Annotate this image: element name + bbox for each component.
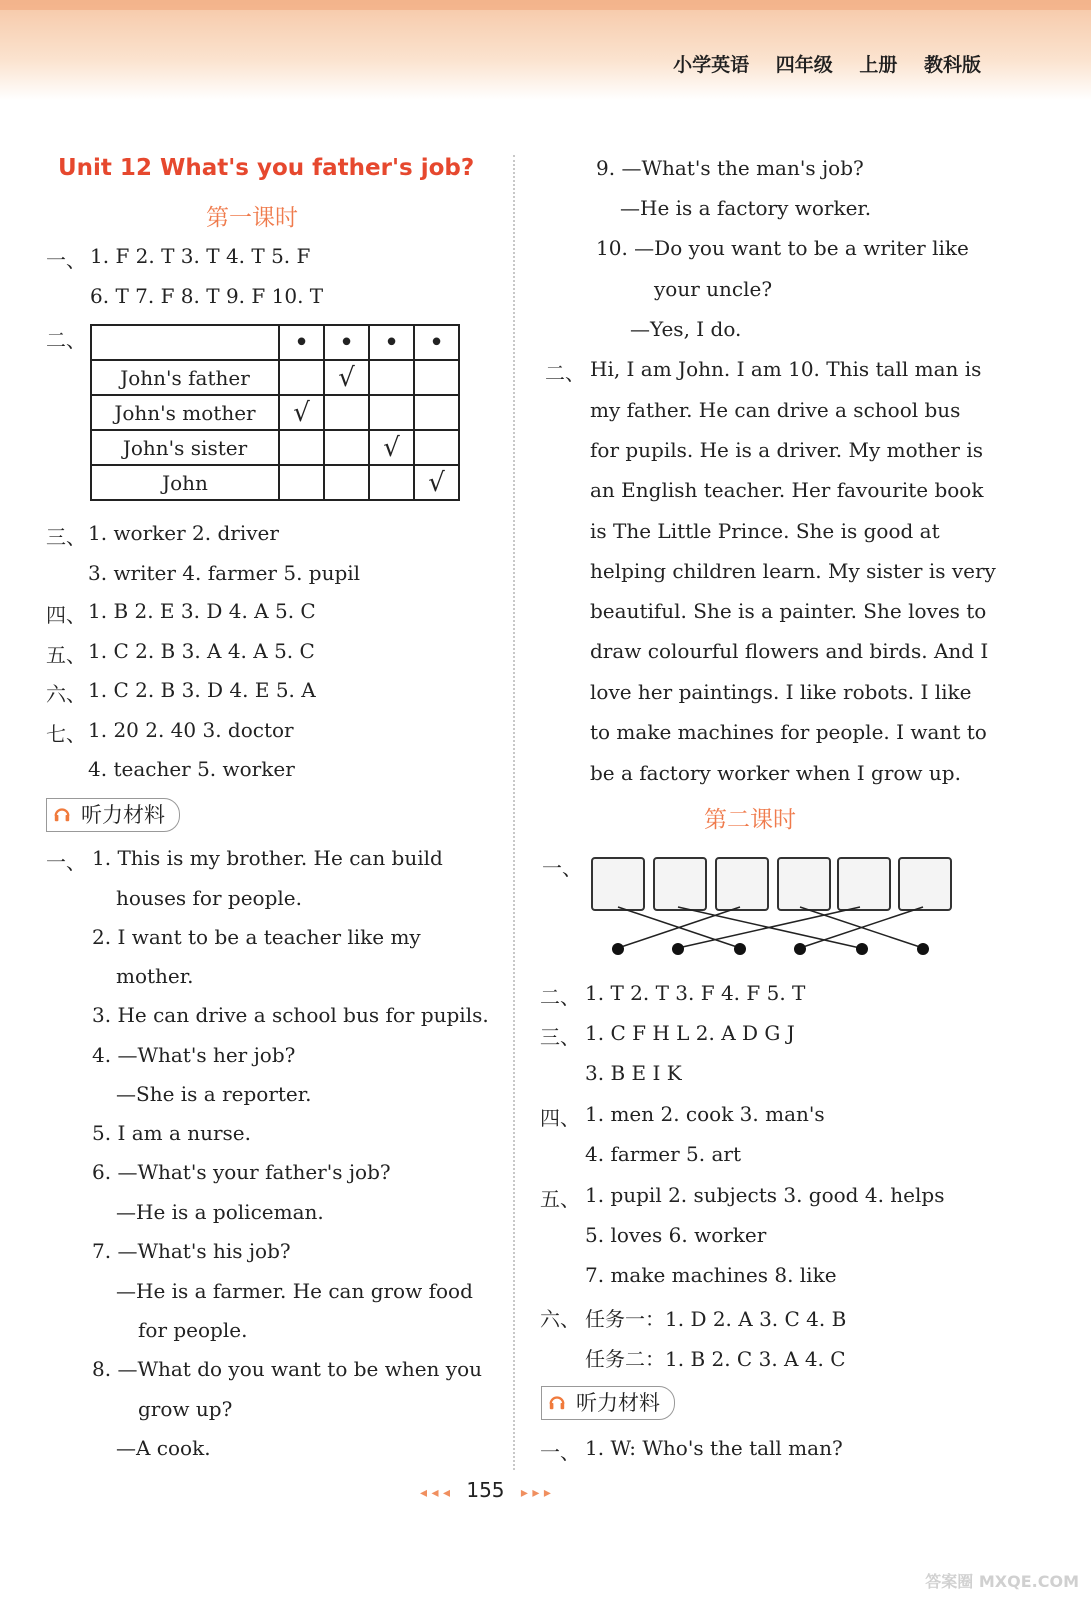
script-line: —He is a farmer. He can grow food (116, 1279, 473, 1303)
teacher-picture-icon (715, 857, 769, 911)
script-line: 5. I am a nurse. (92, 1121, 252, 1145)
script-line: 2. I want to be a teacher like my (92, 925, 421, 949)
right-arrows-icon: ▸ ▸ ▸ (520, 1485, 551, 1501)
lesson-1-heading: 第一课时 (206, 205, 298, 231)
check-cell (369, 395, 414, 430)
listening-1-mark: 一、 (46, 850, 86, 874)
left-arrows-icon: ◂ ◂ ◂ (420, 1485, 450, 1501)
listening-material-tag (46, 798, 180, 832)
lesson2-answers: 3. B E I K (585, 1061, 682, 1085)
section-3-answers: 1. worker 2. driver (88, 521, 279, 545)
check-cell (324, 465, 369, 500)
check-cell: √ (369, 430, 414, 465)
matching-table (90, 324, 460, 501)
script-line: 9. —What's the man's job? (596, 156, 864, 180)
passage-line: beautiful. She is a painter. She loves to (590, 599, 987, 623)
unit-title: Unit 12 What's you father's job? (58, 155, 475, 181)
check-cell (279, 430, 324, 465)
lesson2-answers: 1. C F H L 2. A D G J (585, 1021, 795, 1045)
lesson2-section-6-mark: 六、 (540, 1307, 580, 1331)
edition: 教科版 (923, 54, 981, 76)
painter-picture-icon (837, 857, 891, 911)
passage-line: to make machines for people. I want to (590, 720, 987, 744)
book-info (653, 50, 981, 77)
lesson2-section-2-mark: 二、 (540, 985, 580, 1009)
script-line: for people. (138, 1318, 248, 1342)
lesson2-answers: 任务一：1. D 2. A 3. C 4. B (585, 1307, 847, 1331)
script-line: 1. W: Who's the tall man? (585, 1436, 843, 1460)
check-cell (279, 465, 324, 500)
passage-line: is The Little Prince. She is good at (590, 519, 940, 543)
reporter-picture-icon (898, 857, 952, 911)
check-cell (324, 395, 369, 430)
passage-mark: 二、 (545, 361, 585, 385)
script-line: mother. (116, 964, 194, 988)
check-cell (414, 395, 459, 430)
check-cell (279, 360, 324, 395)
lesson2-answers: 1. pupil 2. subjects 3. good 4. helps (585, 1183, 945, 1207)
section-5-answers: 1. C 2. B 3. A 4. A 5. C (88, 639, 315, 663)
section-1-answers: 1. F 2. T 3. T 4. T 5. F (90, 244, 311, 268)
watermark: 答案圈 MXQE.COM (925, 1572, 1079, 1591)
check-cell (414, 360, 459, 395)
bus-picture-icon (653, 857, 707, 911)
table-dot: • (279, 325, 324, 360)
script-line: 3. He can drive a school bus for pupils. (92, 1003, 489, 1027)
check-cell (414, 430, 459, 465)
passage-line: be a factory worker when I grow up. (590, 761, 961, 785)
section-6-mark: 六、 (46, 682, 86, 706)
passage-line: for pupils. He is a driver. My mother is (590, 438, 983, 462)
match-dot (917, 943, 929, 955)
lesson2-section-3-mark: 三、 (540, 1025, 580, 1049)
check-cell: √ (324, 360, 369, 395)
lesson2-answers: 5. loves 6. worker (585, 1223, 767, 1247)
matching-lines (590, 905, 950, 960)
lesson2-section-5-mark: 五、 (540, 1187, 580, 1211)
volume: 上册 (859, 54, 898, 76)
check-cell: √ (279, 395, 324, 430)
script-line: 1. This is my brother. He can build (92, 846, 443, 870)
passage-line: love her paintings. I like robots. I like (590, 680, 972, 704)
section-7-answers: 1. 20 2. 40 3. doctor (88, 718, 294, 742)
check-cell (369, 360, 414, 395)
match-dot (734, 943, 746, 955)
section-5-mark: 五、 (46, 643, 86, 667)
factory-worker-picture-icon (777, 857, 831, 911)
listening-material-tag-2 (541, 1386, 675, 1420)
script-line: 10. —Do you want to be a writer like (596, 236, 969, 260)
table-dot: • (369, 325, 414, 360)
table-row (91, 395, 459, 430)
script-line: grow up? (138, 1397, 233, 1421)
table-row (91, 360, 459, 395)
last-line-mark: 一、 (540, 1440, 580, 1464)
builder-picture-icon (591, 857, 645, 911)
lesson2-answers: 1. men 2. cook 3. man's (585, 1102, 825, 1126)
listening-label: 听力材料 (81, 803, 165, 827)
match-dot (672, 943, 684, 955)
script-line: —He is a policeman. (116, 1200, 324, 1224)
section-4-mark: 四、 (46, 603, 86, 627)
lesson2-answers: 任务二：1. B 2. C 3. A 4. C (585, 1347, 846, 1371)
passage-line: helping children learn. My sister is very (590, 559, 996, 583)
match-dot (794, 943, 806, 955)
passage-line: an English teacher. Her favourite book (590, 478, 984, 502)
page-footer (420, 1478, 551, 1502)
check-cell (369, 465, 414, 500)
headphones-icon (53, 805, 71, 823)
script-line: —She is a reporter. (116, 1082, 312, 1106)
section-1-answers-2: 6. T 7. F 8. T 9. F 10. T (90, 284, 324, 308)
script-line: —He is a factory worker. (620, 196, 872, 220)
section-1-mark: 一、 (46, 248, 86, 272)
passage-line: my father. He can drive a school bus (590, 398, 961, 422)
header-stripe (0, 0, 1091, 10)
lesson2-answers: 1. T 2. T 3. F 4. F 5. T (585, 981, 806, 1005)
listening-label: 听力材料 (576, 1391, 660, 1415)
table-row (91, 430, 459, 465)
section-3-mark: 三、 (46, 525, 86, 549)
script-line: 4. —What's her job? (92, 1043, 296, 1067)
table-dot: • (414, 325, 459, 360)
row-name: John's father (91, 360, 279, 395)
script-line: —A cook. (116, 1436, 211, 1460)
match-dot (856, 943, 868, 955)
table-row (91, 465, 459, 500)
match-dot (612, 943, 624, 955)
table-dot: • (324, 325, 369, 360)
picture-match-mark: 一、 (542, 856, 582, 880)
lesson-2-heading: 第二课时 (704, 807, 796, 833)
script-line: 8. —What do you want to be when you (92, 1357, 483, 1381)
subject: 小学英语 (673, 54, 750, 76)
section-7-mark: 七、 (46, 722, 86, 746)
script-line: 7. —What's his job? (92, 1239, 291, 1263)
grade: 四年级 (775, 54, 833, 76)
passage-line: Hi, I am John. I am 10. This tall man is (590, 357, 982, 381)
lesson2-answers: 4. farmer 5. art (585, 1142, 742, 1166)
table-corner (91, 325, 279, 360)
check-cell: √ (414, 465, 459, 500)
headphones-icon (548, 1393, 566, 1411)
row-name: John's mother (91, 395, 279, 430)
section-7-answers-2: 4. teacher 5. worker (88, 757, 295, 781)
passage-line: draw colourful flowers and birds. And I (590, 639, 989, 663)
column-divider (513, 155, 515, 1470)
script-line: 6. —What's your father's job? (92, 1160, 391, 1184)
section-6-answers: 1. C 2. B 3. D 4. E 5. A (88, 678, 316, 702)
section-3-answers-2: 3. writer 4. farmer 5. pupil (88, 561, 361, 585)
row-name: John (91, 465, 279, 500)
script-line: houses for people. (116, 886, 302, 910)
lesson2-answers: 7. make machines 8. like (585, 1263, 837, 1287)
script-line: your uncle? (654, 277, 773, 301)
check-cell (324, 430, 369, 465)
row-name: John's sister (91, 430, 279, 465)
table-header-row (91, 325, 459, 360)
section-2-mark: 二、 (46, 328, 86, 352)
script-line: —Yes, I do. (630, 317, 742, 341)
page-number: 155 (466, 1478, 505, 1502)
section-4-answers: 1. B 2. E 3. D 4. A 5. C (88, 599, 316, 623)
lesson2-section-4-mark: 四、 (540, 1106, 580, 1130)
